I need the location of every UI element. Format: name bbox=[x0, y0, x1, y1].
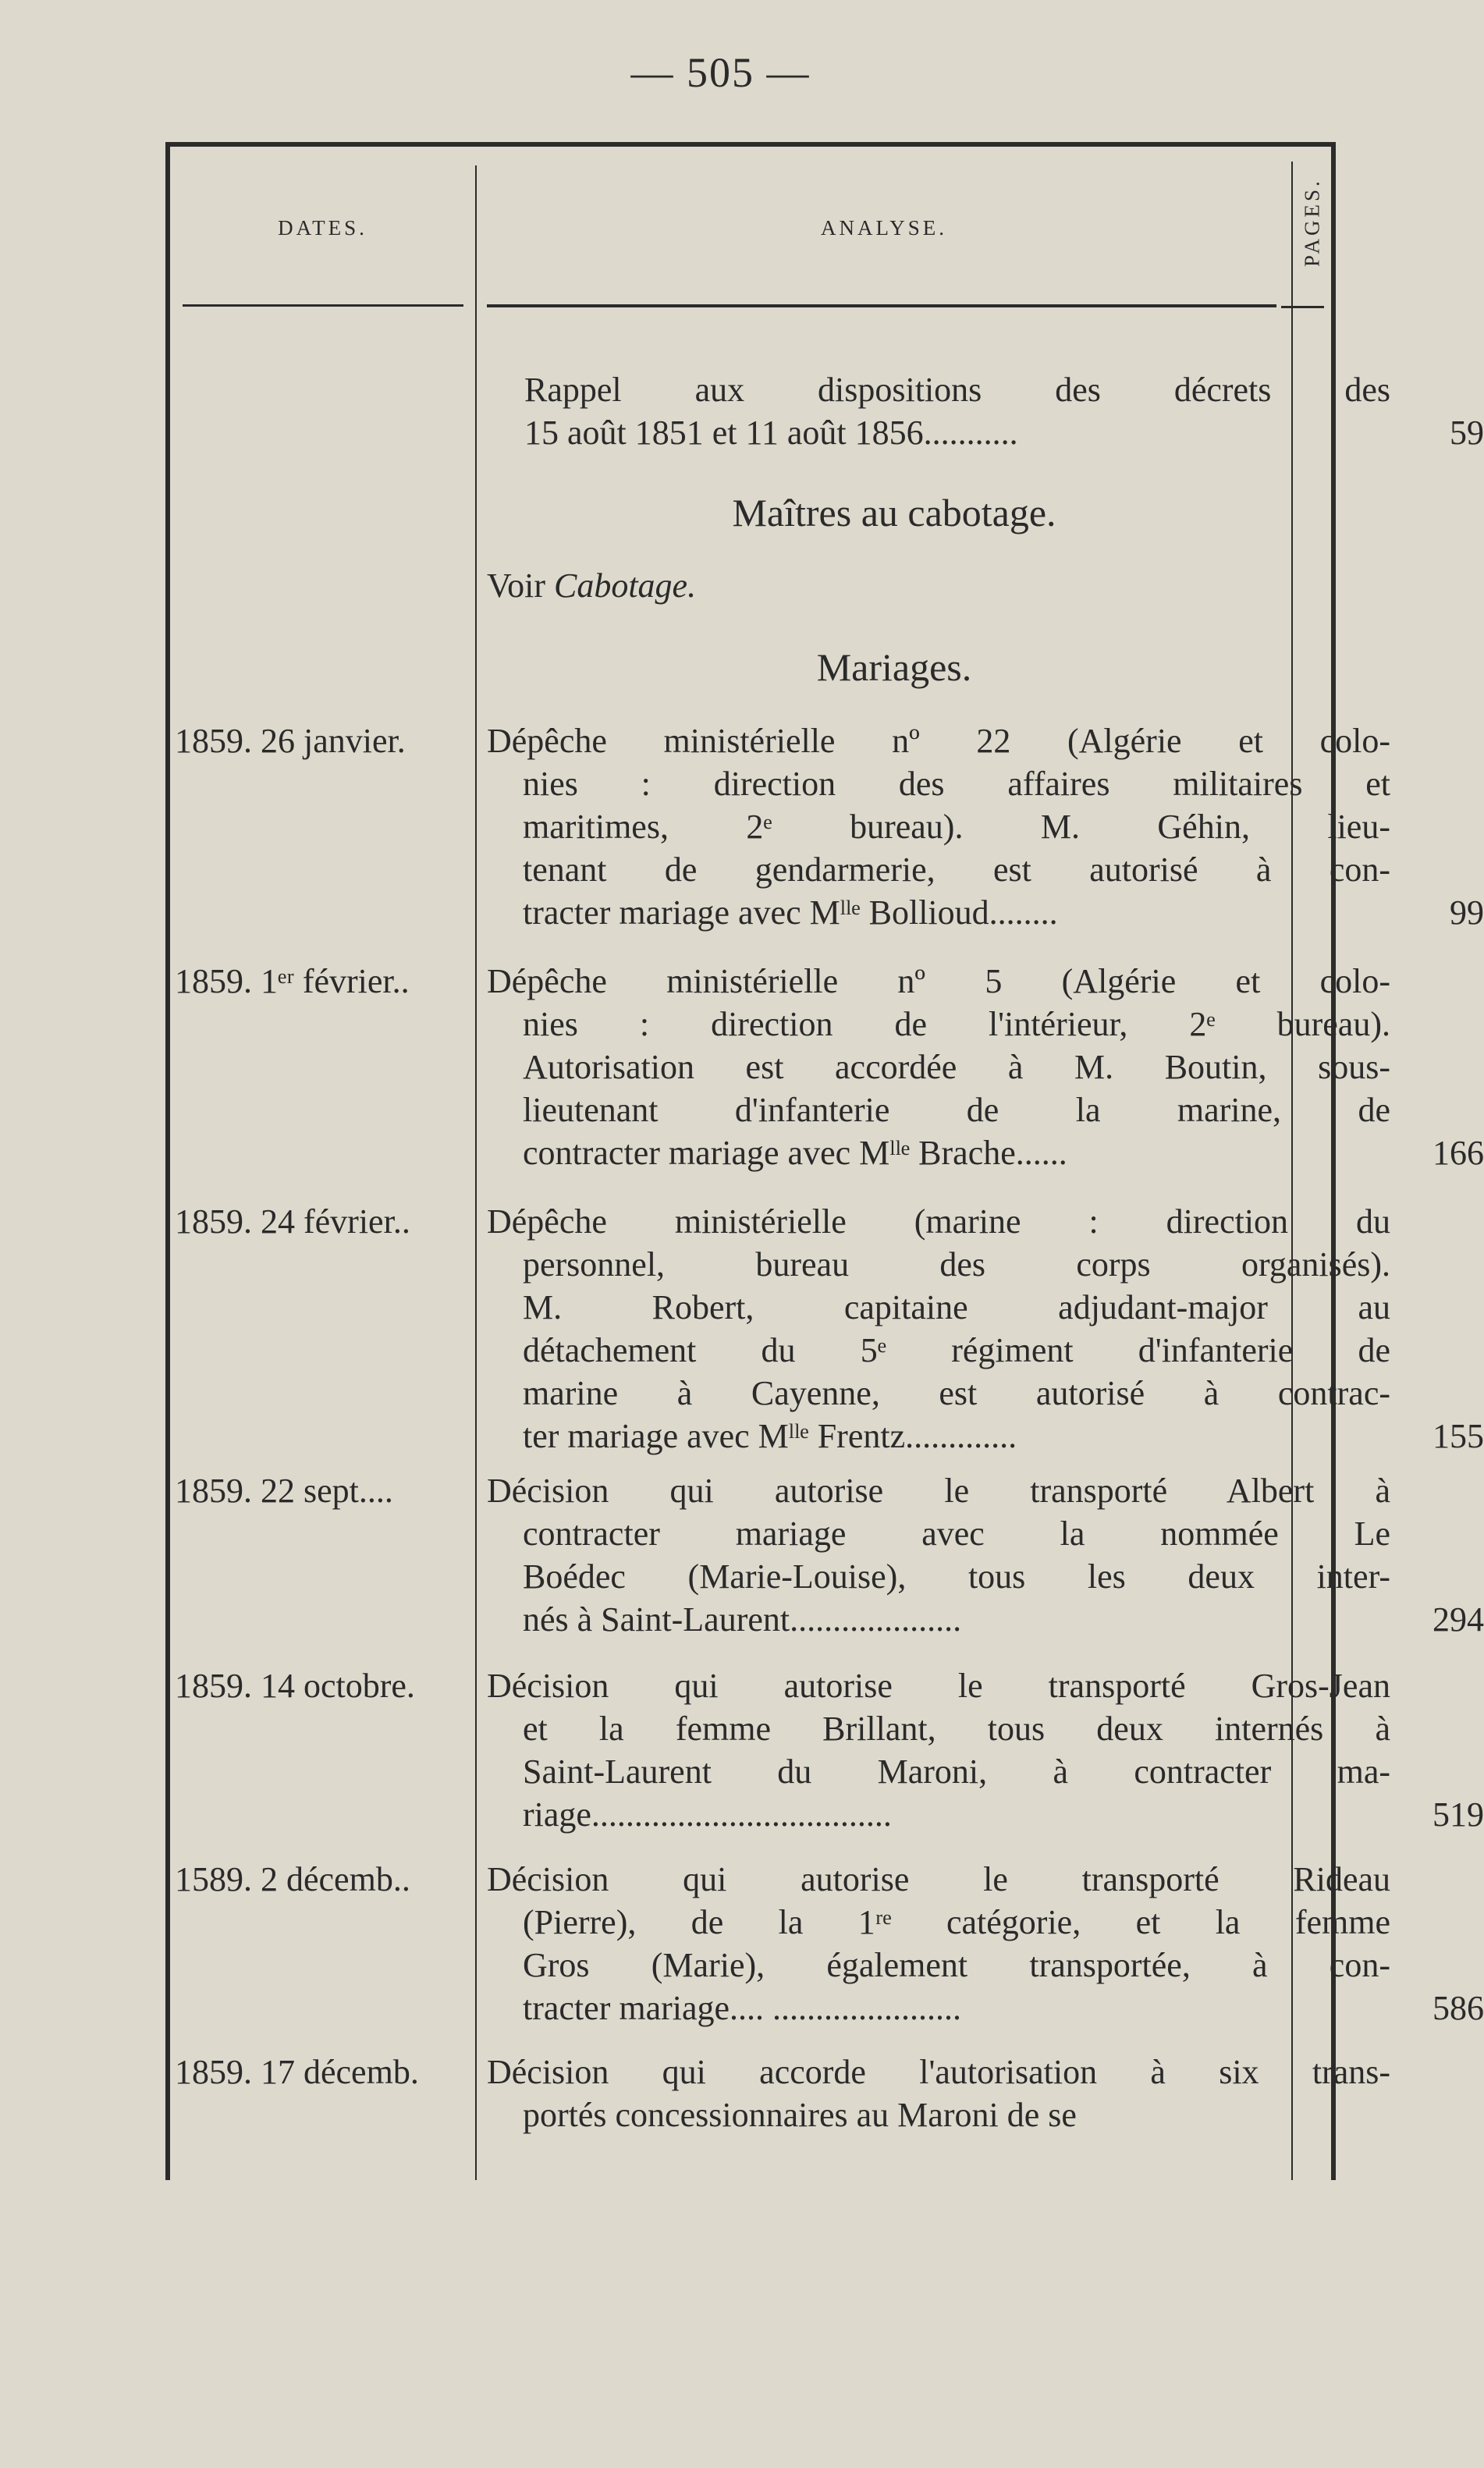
entry-date: 1859. 14 octobre. bbox=[175, 1667, 415, 1705]
section-title-maitres: Maîtres au cabotage. bbox=[732, 491, 1056, 534]
entry-line: nies : direction de l'intérieur, 2ᵉ bureau). bbox=[523, 1005, 1390, 1043]
entry-page: 586 bbox=[1433, 1989, 1484, 2027]
entry-line: tenant de gendarmerie, est autorisé à con- bbox=[523, 850, 1390, 889]
entry-page: 155 bbox=[1433, 1417, 1484, 1455]
entry-line: tracter mariage.... ...................... bbox=[523, 1989, 962, 2027]
header-pages: PAGES. bbox=[1300, 178, 1324, 267]
intro-page: 59 bbox=[1450, 414, 1484, 452]
entry-line: nés à Saint-Laurent.................... bbox=[523, 1600, 962, 1639]
entry-line: Décision qui accorde l'autorisation à six trans- bbox=[487, 2053, 1390, 2091]
header-rule-pages bbox=[1281, 306, 1324, 308]
entry-date: 1589. 2 décemb.. bbox=[175, 1860, 410, 1898]
entry-line: détachement du 5ᵉ régiment d'infanterie de bbox=[523, 1331, 1390, 1369]
entry-line: personnel, bureau des corps organisés). bbox=[523, 1245, 1390, 1284]
header-analyse: ANALYSE. bbox=[820, 216, 948, 240]
header-rule-dates bbox=[183, 304, 463, 307]
intro-line: 15 août 1851 et 11 août 1856........... bbox=[524, 414, 1018, 452]
entry-text bbox=[487, 1469, 1390, 1641]
entry-date: 1859. 22 sept.... bbox=[175, 1472, 393, 1510]
entry-line: portés concessionnaires au Maroni de se bbox=[523, 2096, 1077, 2134]
entry-line: maritimes, 2ᵉ bureau). M. Géhin, lieu- bbox=[523, 808, 1390, 846]
entry-line: Gros (Marie), également transportée, à con- bbox=[523, 1946, 1390, 1984]
entry-line: Décision qui autorise le transporté Gros-Jean bbox=[487, 1667, 1390, 1705]
entry-text bbox=[487, 1858, 1390, 2029]
entry-line: Saint-Laurent du Maroni, à contracter ma- bbox=[523, 1752, 1390, 1791]
entry-line: et la femme Brillant, tous deux internés à bbox=[523, 1710, 1390, 1748]
entry-text bbox=[487, 2051, 1390, 2136]
entry-line: marine à Cayenne, est autorisé à contrac- bbox=[523, 1374, 1390, 1412]
entry-line: Boédec (Marie-Louise), tous les deux inter- bbox=[523, 1557, 1390, 1596]
entry-date: 1859. 24 février.. bbox=[175, 1202, 410, 1241]
intro-text bbox=[524, 368, 1390, 454]
entry-page: 519 bbox=[1433, 1795, 1484, 1834]
section-title-mariages: Mariages. bbox=[816, 645, 972, 689]
entry-line: riage................................... bbox=[523, 1795, 892, 1834]
entry-line: Dépêche ministérielle nº 5 (Algérie et colo- bbox=[487, 962, 1390, 1000]
entry-line: Autorisation est accordée à M. Boutin, sous- bbox=[523, 1048, 1390, 1086]
header-dates: DATES. bbox=[278, 216, 367, 240]
voir-prefix: Voir bbox=[487, 566, 554, 605]
entry-text bbox=[487, 719, 1390, 934]
entry-line: Dépêche ministérielle nº 22 (Algérie et colo- bbox=[487, 722, 1390, 760]
entry-line: M. Robert, capitaine adjudant-major au bbox=[523, 1288, 1390, 1326]
entry-line: contracter mariage avec la nommée Le bbox=[523, 1515, 1390, 1553]
entry-page: 166 bbox=[1433, 1134, 1484, 1172]
entry-date: 1859. 1ᵉʳ février.. bbox=[175, 962, 410, 1000]
voir-ref: Cabotage. bbox=[553, 566, 697, 605]
left-border bbox=[165, 142, 170, 2180]
entry-line: (Pierre), de la 1ʳᵉ catégorie, et la femme bbox=[523, 1903, 1390, 1941]
entry-line: Décision qui autorise le transporté Rideau bbox=[487, 1860, 1390, 1898]
entry-line: contracter mariage avec Mˡˡᵉ Brache...... bbox=[523, 1134, 1067, 1172]
entry-page: 99 bbox=[1450, 893, 1484, 932]
entry-date: 1859. 17 décemb. bbox=[175, 2053, 419, 2091]
column-divider-dates bbox=[475, 165, 477, 2180]
entry-line: nies : direction des affaires militaires et bbox=[523, 765, 1390, 803]
entry-line: ter mariage avec Mˡˡᵉ Frentz............. bbox=[523, 1417, 1017, 1455]
voir-reference bbox=[487, 566, 696, 605]
entry-line: tracter mariage avec Mˡˡᵉ Bollioud........ bbox=[523, 893, 1058, 932]
entry-text bbox=[487, 1200, 1390, 1458]
entry-page: 294 bbox=[1433, 1600, 1484, 1639]
entry-line: Dépêche ministérielle (marine : direction du bbox=[487, 1202, 1390, 1241]
entry-text bbox=[487, 1664, 1390, 1836]
entry-date: 1859. 26 janvier. bbox=[175, 722, 406, 760]
entry-line: Décision qui autorise le transporté Albert à bbox=[487, 1472, 1390, 1510]
top-border bbox=[165, 142, 1336, 147]
header-rule-analyse bbox=[487, 304, 1276, 307]
page-number: — 505 — bbox=[630, 49, 811, 96]
entry-line: lieutenant d'infanterie de la marine, de bbox=[523, 1091, 1390, 1129]
entry-text bbox=[487, 960, 1390, 1174]
intro-line: Rappel aux dispositions des décrets des bbox=[524, 371, 1390, 409]
